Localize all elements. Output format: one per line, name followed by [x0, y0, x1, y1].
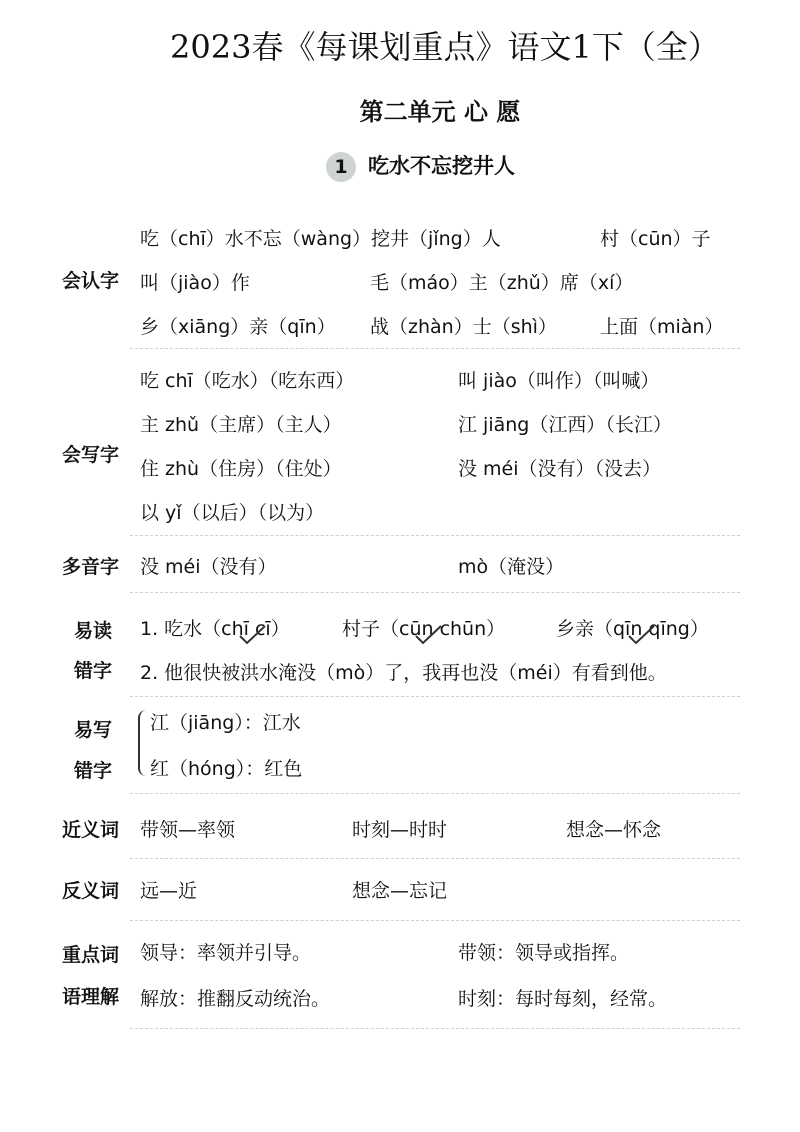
polyphone-item-1: 没 méi（没有）	[140, 556, 277, 578]
checkmark-icon	[414, 624, 444, 646]
divider	[130, 535, 740, 536]
key-words-label-2: 语理解	[62, 986, 120, 1008]
antonym-item-2: 想念—忘记	[352, 880, 448, 902]
recognize-row-1-a: 吃（chī）水不忘（wàng）挖井（jǐng）人	[140, 228, 501, 250]
synonym-item-1: 带领—率领	[140, 819, 236, 841]
write-row-3-b: 没 méi（没有）（没去）	[458, 458, 662, 480]
document-title: 2023春《每课划重点》语文1下（全）	[170, 28, 720, 66]
divider	[130, 858, 740, 859]
write-row-2-a: 主 zhǔ（主席）（主人）	[140, 414, 342, 436]
write-row-4-a: 以 yǐ（以后）（以为）	[140, 502, 325, 524]
checkmark-icon	[238, 624, 268, 646]
write-label: 会写字	[62, 444, 120, 466]
recognize-row-3-b: 战（zhàn）士（shì）	[370, 316, 557, 338]
divider	[130, 793, 740, 794]
polyphone-label: 多音字	[62, 556, 120, 578]
key-word-item-4: 时刻：每时每刻，经常。	[458, 988, 668, 1010]
misread-label-2: 错字	[74, 660, 113, 682]
antonyms-label: 反义词	[62, 880, 120, 902]
recognize-row-1-b: 村（cūn）子	[600, 228, 711, 250]
synonym-item-2: 时刻—时时	[352, 819, 448, 841]
misread-sentence: 2. 他很快被洪水淹没（mò）了，我再也没（méi）有看到他。	[140, 662, 667, 684]
polyphone-item-2: mò（淹没）	[458, 556, 565, 578]
brace	[138, 710, 150, 776]
recognize-row-2-b: 毛（máo）主（zhǔ）席（xí）	[370, 272, 634, 294]
synonyms-label: 近义词	[62, 819, 120, 841]
divider	[130, 1028, 740, 1029]
recognize-row-3-a: 乡（xiāng）亲（qīn）	[140, 316, 336, 338]
key-words-label-1: 重点词	[62, 944, 120, 966]
write-row-1-a: 吃 chī（吃水）（吃东西）	[140, 370, 355, 392]
recognize-row-3-c: 上面（miàn）	[600, 316, 724, 338]
antonym-item-1: 远—近	[140, 880, 198, 902]
misread-item-3: 乡亲（qīn qīng）	[556, 618, 709, 640]
lesson-title-row	[326, 150, 515, 182]
divider	[130, 696, 740, 697]
recognize-label: 会认字	[62, 270, 120, 292]
write-row-2-b: 江 jiāng（江西）（长江）	[458, 414, 672, 436]
checkmark-icon	[627, 624, 657, 646]
miswrite-item-2: 红（hóng）：红色	[150, 758, 303, 780]
miswrite-label-1: 易写	[74, 719, 113, 741]
unit-title: 第二单元 心 愿	[359, 98, 521, 126]
key-word-item-2: 带领：领导或指挥。	[458, 942, 630, 964]
misread-label-1: 易读	[74, 620, 113, 642]
write-row-3-a: 住 zhù（住房）（住处）	[140, 458, 342, 480]
misread-item-2: 村子（cūn chūn）	[342, 618, 506, 640]
lesson-title: 吃水不忘挖井人	[368, 154, 515, 178]
miswrite-item-1: 江（jiāng）：江水	[150, 712, 301, 734]
write-row-1-b: 叫 jiào（叫作）（叫喊）	[458, 370, 660, 392]
key-word-item-3: 解放：推翻反动统治。	[140, 988, 331, 1010]
misread-item-1: 1. 吃水（chī cī）	[140, 618, 290, 640]
synonym-item-3: 想念—怀念	[566, 819, 662, 841]
lesson-number-badge: 1	[326, 152, 356, 182]
divider	[130, 920, 740, 921]
divider	[130, 348, 740, 349]
recognize-row-2-a: 叫（jiào）作	[140, 272, 250, 294]
miswrite-label-2: 错字	[74, 760, 113, 782]
key-word-item-1: 领导：率领并引导。	[140, 942, 312, 964]
divider	[130, 592, 740, 593]
